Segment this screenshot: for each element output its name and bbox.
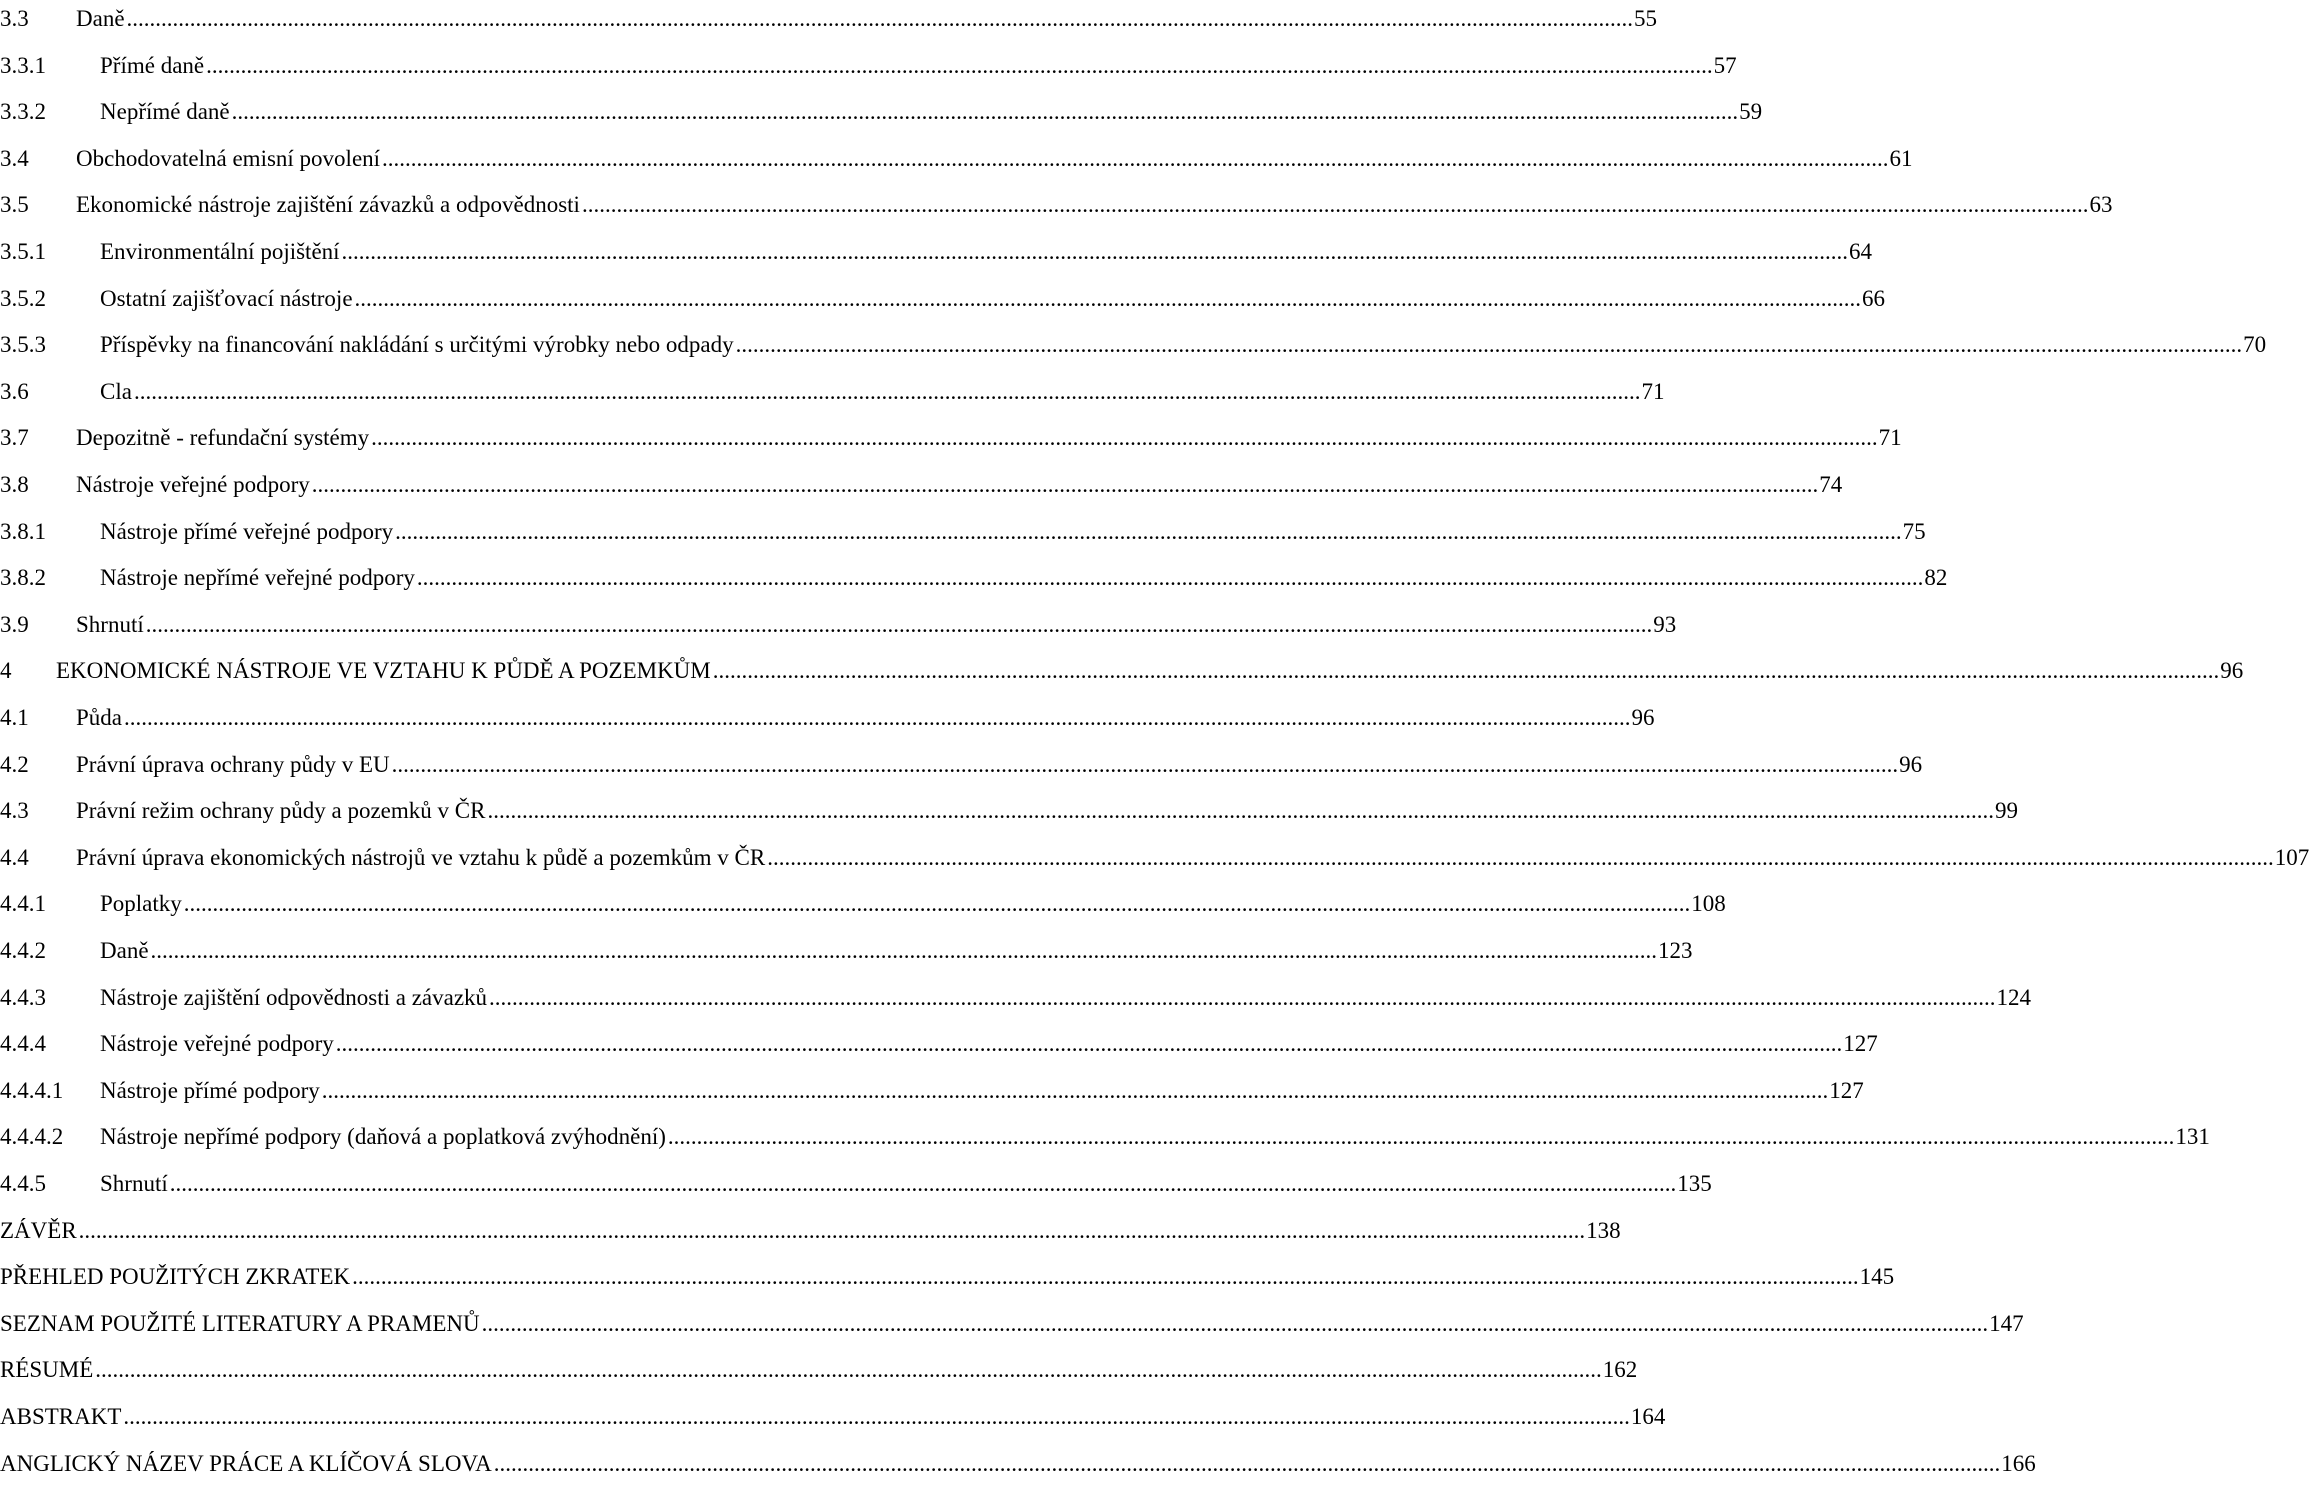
toc-entry-title: Cla <box>100 378 132 404</box>
toc-entry-page: 61 <box>1889 145 1913 171</box>
toc-entry-number: 3.7 <box>0 425 29 451</box>
toc-entry-number: 3.4 <box>0 145 29 171</box>
toc-entry-title: RÉSUMÉ <box>0 1357 94 1383</box>
toc-dot-leader <box>417 558 1924 598</box>
toc-dot-leader <box>371 418 1878 458</box>
toc-entry[interactable] <box>0 1444 2036 1484</box>
toc-dot-leader <box>146 605 1653 645</box>
toc-entry-title: ABSTRAKT <box>0 1404 122 1429</box>
toc-entry[interactable] <box>0 1164 1712 1204</box>
toc-dot-leader <box>482 1304 1989 1344</box>
toc-entry-title: Nástroje přímé podpory <box>100 1077 320 1103</box>
toc-entry[interactable] <box>0 931 1693 971</box>
toc-entry-title: Obchodovatelná emisní povolení <box>76 145 381 171</box>
toc-entry-page: 124 <box>1996 984 2032 1010</box>
toc-entry-number: 4.4.2 <box>0 938 46 963</box>
toc-entry-number: 4.4.5 <box>0 1171 46 1196</box>
toc-entry-number: 3.9 <box>0 611 29 637</box>
toc-entry-title: ANGLICKÝ NÁZEV PRÁCE A KLÍČOVÁ SLOVA <box>0 1450 492 1476</box>
toc-entry-title: Příspěvky na financování nakládání s určitými výrobky nebo odpady <box>100 332 734 358</box>
toc-entry-page: 66 <box>1862 285 1886 311</box>
toc-dot-leader <box>352 1257 1859 1297</box>
toc-entry-page: 145 <box>1859 1264 1895 1290</box>
toc-entry-number: 3.3.1 <box>0 52 46 78</box>
toc-entry-number: 3.3.2 <box>0 99 46 125</box>
toc-entry-title: Nástroje veřejné podpory <box>76 472 310 497</box>
toc-entry[interactable] <box>0 372 1665 412</box>
toc-entry-title: Přímé daně <box>100 52 205 78</box>
toc-dot-leader <box>392 745 1899 785</box>
toc-dot-leader <box>312 465 1819 505</box>
toc-dot-leader <box>487 791 1994 831</box>
toc-entry-number: 3.8 <box>0 472 29 497</box>
toc-entry-title: Nástroje veřejné podpory <box>100 1031 334 1057</box>
toc-entry[interactable] <box>0 698 1655 738</box>
toc-dot-leader <box>668 1117 2175 1157</box>
toc-entry-page: 123 <box>1658 938 1693 963</box>
toc-entry-page: 55 <box>1634 6 1658 31</box>
toc-dot-leader <box>232 92 1739 132</box>
toc-entry-title: Depozitně - refundační systémy <box>76 425 370 451</box>
toc-entry-number: 4.2 <box>0 751 29 777</box>
toc-entry-number: 4.4.4.2 <box>0 1124 64 1150</box>
toc-entry-title: Nepřímé daně <box>100 99 230 125</box>
toc-dot-leader <box>342 232 1849 272</box>
toc-entry-title: Půda <box>76 705 122 730</box>
toc-entry-title: EKONOMICKÉ NÁSTROJE VE VZTAHU K PŮDĚ A POZEMKŮM <box>56 658 711 684</box>
toc-entry[interactable] <box>0 651 2244 691</box>
toc-dot-leader <box>206 46 1713 86</box>
toc-entry[interactable] <box>0 1211 1621 1251</box>
toc-dot-leader <box>123 1397 1630 1437</box>
toc-entry-page: 63 <box>2089 192 2113 218</box>
toc-entry-number: 4.3 <box>0 798 29 824</box>
toc-entry[interactable] <box>0 232 1873 272</box>
toc-dot-leader <box>713 651 2220 691</box>
toc-dot-leader <box>134 372 1641 412</box>
toc-dot-leader <box>767 838 2274 878</box>
toc-entry-title: Daně <box>100 938 149 963</box>
toc-entry-page: 82 <box>1924 565 1948 591</box>
toc-entry[interactable] <box>0 605 1677 645</box>
toc-entry[interactable] <box>0 1024 1878 1064</box>
toc-entry-title: SEZNAM POUŽITÉ LITERATURY A PRAMENŮ <box>0 1310 480 1336</box>
toc-entry[interactable] <box>0 1117 2210 1157</box>
toc-dot-leader <box>355 279 1862 319</box>
toc-entry-title: PŘEHLED POUŽITÝCH ZKRATEK <box>0 1264 351 1290</box>
toc-entry-title: Ostatní zajišťovací nástroje <box>100 285 353 311</box>
toc-entry-page: 74 <box>1819 472 1843 497</box>
toc-entry[interactable] <box>0 0 1658 39</box>
toc-entry[interactable] <box>0 1350 1638 1390</box>
toc-entry-number: 4.4.4 <box>0 1031 46 1057</box>
toc-dot-leader <box>494 1444 2001 1484</box>
toc-entry-number: 3.5.2 <box>0 285 46 311</box>
toc-entry-page: 71 <box>1878 425 1902 451</box>
toc-entry-page: 107 <box>2274 844 2309 870</box>
toc-entry-page: 70 <box>2243 332 2267 358</box>
toc-entry-page: 147 <box>1989 1310 2024 1336</box>
toc-entry-page: 75 <box>1902 518 1926 544</box>
toc-entry[interactable] <box>0 791 2018 831</box>
toc-dot-leader <box>736 325 2243 365</box>
toc-entry-page: 96 <box>1899 751 1923 777</box>
toc-entry[interactable] <box>0 185 2113 225</box>
toc-dot-leader <box>336 1024 1843 1064</box>
toc-entry[interactable] <box>0 46 1737 86</box>
toc-entry-title: Nástroje nepřímé veřejné podpory <box>100 565 415 591</box>
toc-entry[interactable] <box>0 838 2309 878</box>
toc-entry[interactable] <box>0 465 1843 505</box>
toc-dot-leader <box>151 931 1658 971</box>
toc-entry-page: 96 <box>2220 658 2244 684</box>
toc-entry-title: Nástroje zajištění odpovědnosti a závazků <box>100 984 488 1010</box>
toc-entry-page: 135 <box>1677 1171 1712 1196</box>
toc-entry-page: 96 <box>1631 705 1655 730</box>
toc-entry-page: 162 <box>1602 1357 1638 1383</box>
toc-entry-number: 3.8.1 <box>0 518 46 544</box>
toc-entry-page: 64 <box>1849 239 1873 264</box>
toc-entry-number: 3.5 <box>0 192 29 218</box>
toc-entry-page: 108 <box>1691 891 1726 917</box>
toc-entry-title: Daně <box>76 6 125 31</box>
toc-entry-number: 4.1 <box>0 705 29 730</box>
toc-dot-leader <box>124 698 1631 738</box>
toc-dot-leader <box>184 884 1691 924</box>
toc-entry-number: 3.8.2 <box>0 565 46 591</box>
toc-entry-title: Nástroje nepřímé podpory (daňová a poplatková zvýhodnění) <box>100 1124 666 1150</box>
toc-entry[interactable] <box>0 139 1913 179</box>
toc-entry-title: Právní režim ochrany půdy a pozemků v ČR <box>76 798 486 824</box>
toc-entry-title: Nástroje přímé veřejné podpory <box>100 518 394 544</box>
toc-dot-leader <box>489 978 1996 1018</box>
toc-dot-leader <box>395 512 1902 552</box>
toc-entry-number: 4.4.1 <box>0 891 46 917</box>
toc-dot-leader <box>382 139 1889 179</box>
toc-entry-number: 4 <box>0 658 12 684</box>
toc-entry[interactable] <box>0 1397 1666 1437</box>
toc-entry-page: 71 <box>1641 378 1665 404</box>
toc-entry-title: Shrnutí <box>76 611 144 637</box>
toc-entry-page: 99 <box>1994 798 2018 824</box>
toc-entry[interactable] <box>0 745 1923 785</box>
toc-entry-page: 59 <box>1739 99 1763 125</box>
toc-entry-number: 3.6 <box>0 378 29 404</box>
toc-entry-page: 93 <box>1653 611 1677 637</box>
toc-entry[interactable] <box>0 92 1763 132</box>
toc-entry[interactable] <box>0 418 1902 458</box>
toc-entry[interactable] <box>0 512 1926 552</box>
toc-entry-page: 131 <box>2175 1124 2210 1150</box>
toc-entry[interactable] <box>0 558 1948 598</box>
toc-entry-number: 4.4.4.1 <box>0 1077 64 1103</box>
toc-entry-page: 166 <box>2001 1450 2036 1476</box>
toc-entry-page: 127 <box>1829 1077 1864 1103</box>
toc-dot-leader <box>582 185 2089 225</box>
toc-entry-title: Právní úprava ochrany půdy v EU <box>76 751 390 777</box>
toc-dot-leader <box>170 1164 1677 1204</box>
toc-entry-number: 4.4.3 <box>0 984 46 1010</box>
toc-dot-leader <box>79 1211 1586 1251</box>
toc-entry[interactable] <box>0 884 1726 924</box>
toc-entry-title: Shrnutí <box>100 1171 168 1196</box>
toc-entry[interactable] <box>0 1304 2024 1344</box>
toc-entry[interactable] <box>0 1071 1864 1111</box>
toc-entry-number: 3.5.3 <box>0 332 46 358</box>
toc-entry[interactable] <box>0 978 2032 1018</box>
toc-entry[interactable] <box>0 279 1886 319</box>
toc-entry[interactable] <box>0 1257 1895 1297</box>
toc-dot-leader <box>127 0 1634 39</box>
toc-entry-number: 3.3 <box>0 6 29 31</box>
toc-entry-title: Poplatky <box>100 891 182 917</box>
toc-entry-title: Právní úprava ekonomických nástrojů ve vztahu k půdě a pozemkům v ČR <box>76 844 766 870</box>
toc-dot-leader <box>322 1071 1829 1111</box>
toc-entry-number: 3.5.1 <box>0 239 46 264</box>
toc-entry[interactable] <box>0 325 2267 365</box>
toc-entry-title: Environmentální pojištění <box>100 239 340 264</box>
toc-entry-page: 57 <box>1713 52 1737 78</box>
toc-entry-page: 164 <box>1630 1404 1666 1429</box>
toc-entry-page: 127 <box>1843 1031 1878 1057</box>
toc-dot-leader <box>95 1350 1602 1390</box>
toc-entry-title: ZÁVĚR <box>0 1217 77 1243</box>
toc-entry-page: 138 <box>1586 1217 1621 1243</box>
toc-entry-title: Ekonomické nástroje zajištění závazků a odpovědnosti <box>76 192 580 218</box>
toc-entry-number: 4.4 <box>0 844 29 870</box>
